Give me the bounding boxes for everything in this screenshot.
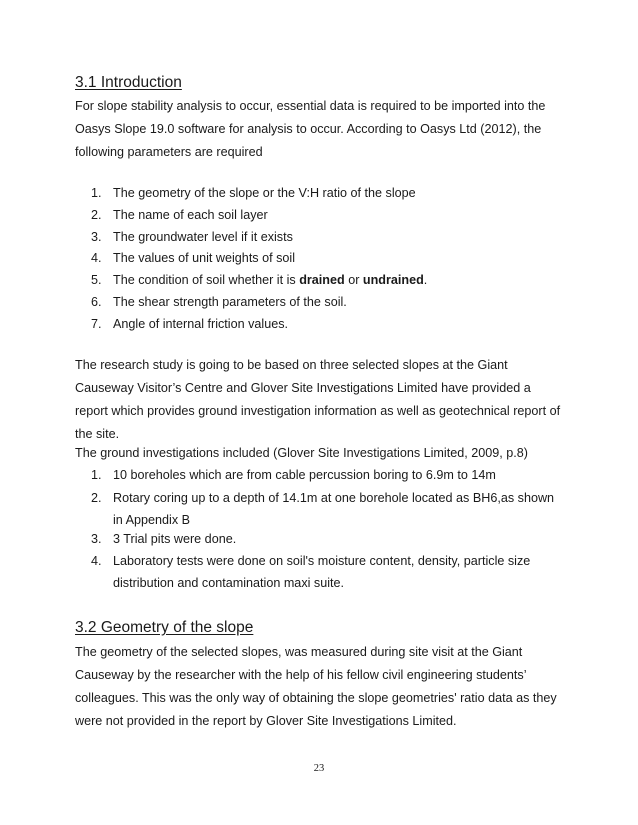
research-line: Causeway Visitor’s Centre and Glover Site Investigations Limited have provided a <box>75 381 531 395</box>
list-number: 5. <box>91 273 102 287</box>
list-number: 2. <box>91 208 102 222</box>
list-item-continuation: in Appendix B <box>113 513 191 527</box>
geometry-line: were not provided in the report by Glover Site Investigations Limited. <box>75 714 457 728</box>
list-item <box>91 207 268 223</box>
list-text: The values of unit weights of soil <box>113 251 296 265</box>
list-text: Angle of internal friction values. <box>113 317 289 331</box>
list-number: 6. <box>91 295 102 309</box>
geometry-line: colleagues. This was the only way of obtaining the slope geometries' ratio data as they <box>75 691 557 705</box>
list-text-end: . <box>423 273 428 287</box>
list-text: The geometry of the slope or the V:H ratio of the slope <box>113 186 416 200</box>
research-line: report which provides ground investigation information as well as geotechnical report of <box>75 404 561 418</box>
list-text: The shear strength parameters of the soil. <box>113 295 347 309</box>
list-item <box>91 294 347 310</box>
bold-term-undrained: undrained <box>362 273 424 287</box>
bold-term-drained: drained <box>299 273 345 287</box>
geometry-line: Causeway by the researcher with the help of his fellow civil engineering students’ <box>75 668 527 682</box>
list-number: 7. <box>91 317 102 331</box>
intro-line: Oasys Slope 19.0 software for analysis to occur. According to Oasys Ltd (2012), the <box>75 122 542 136</box>
list-text: The condition of soil whether it is <box>113 273 300 287</box>
list-text: The groundwater level if it exists <box>113 230 293 244</box>
list-item <box>91 490 554 506</box>
intro-line: following parameters are required <box>75 145 263 159</box>
geometry-line: The geometry of the selected slopes, was measured during site visit at the Giant <box>75 645 523 659</box>
list-item <box>91 272 427 288</box>
research-line: the site. <box>75 427 120 441</box>
list-item <box>91 531 236 547</box>
list-item-continuation: distribution and contamination maxi suite. <box>113 576 345 590</box>
list-text: 10 boreholes which are from cable percussion boring to 6.9m to 14m <box>113 468 496 482</box>
list-item <box>91 250 295 266</box>
intro-line: For slope stability analysis to occur, essential data is required to be imported into the <box>75 99 546 113</box>
list-number: 4. <box>91 554 102 568</box>
research-line: The research study is going to be based on three selected slopes at the Giant <box>75 358 508 372</box>
section-heading-introduction: 3.1 Introduction <box>75 74 182 91</box>
list-number: 1. <box>91 186 102 200</box>
list-text: The name of each soil layer <box>113 208 268 222</box>
list-number: 1. <box>91 468 102 482</box>
list-number: 3. <box>91 230 102 244</box>
list-text: Rotary coring up to a depth of 14.1m at one borehole located as BH6,as shown <box>113 491 555 505</box>
list-text-connector: or <box>344 273 363 287</box>
section-heading-geometry: 3.2 Geometry of the slope <box>75 619 254 636</box>
list-item <box>91 316 288 332</box>
list-text: Laboratory tests were done on soil's moisture content, density, particle size <box>113 554 531 568</box>
list-item <box>91 185 416 201</box>
list-text: 3 Trial pits were done. <box>113 532 237 546</box>
research-line: The ground investigations included (Glover Site Investigations Limited, 2009, p.8) <box>75 446 528 460</box>
list-number: 4. <box>91 251 102 265</box>
list-item <box>91 467 496 483</box>
list-item <box>91 553 530 569</box>
list-item <box>91 229 293 245</box>
list-number: 2. <box>91 491 102 505</box>
page-number: 23 <box>313 763 325 774</box>
list-number: 3. <box>91 532 102 546</box>
